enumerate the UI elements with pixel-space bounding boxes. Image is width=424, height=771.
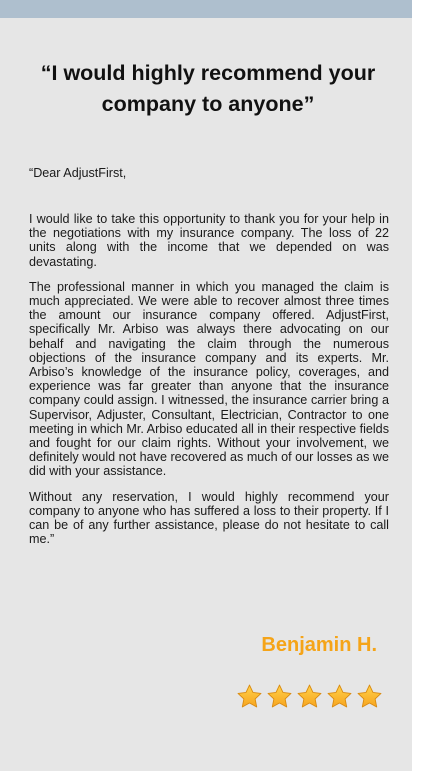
testimonial-body [29, 212, 389, 557]
testimonial-author: Benjamin H. [261, 634, 377, 656]
testimonial-greeting: “Dear AdjustFirst, [29, 166, 127, 180]
testimonial-headline: “I would highly recommend your company to anyone” [40, 61, 376, 116]
star-icon [296, 683, 323, 710]
star-icon [356, 683, 383, 710]
testimonial-paragraph: Without any reservation, I would highly recommend your company to anyone who has suffered a loss to their property. If I can be of any further assistance, please do not hesitate to call me.” [29, 489, 389, 547]
star-icon [326, 683, 353, 710]
testimonial-paragraph: The professional manner in which you managed the claim is much appreciated. We were able to recover almost three times the amount our insurance company offered. AdjustFirst, specifically Mr. Arbiso was always there advocating on our behalf and navigating the claim through the numerous objections of the insurance company and its experts. Mr. Arbiso’s knowledge of the insurance policy, coverages, and experience was far greater than anyone that the insurance company could assign. I witnessed, the insurance carrier bring a Supervisor, Adjuster, Consultant, Electrician, Contractor to one meeting in which Mr. Arbiso educated all in their respective fields and fought for our claim rights. Without your involvement, we definitely would not have recovered as much of our losses as we did with your assistance. [29, 279, 389, 479]
star-rating [236, 683, 383, 710]
testimonial-paragraph: I would like to take this opportunity to thank you for your help in the negotiations with my insurance company. The loss of 22 units along with the income that we depended on was devastating. [29, 212, 389, 269]
top-bar [0, 0, 412, 18]
star-icon [266, 683, 293, 710]
star-icon [236, 683, 263, 710]
